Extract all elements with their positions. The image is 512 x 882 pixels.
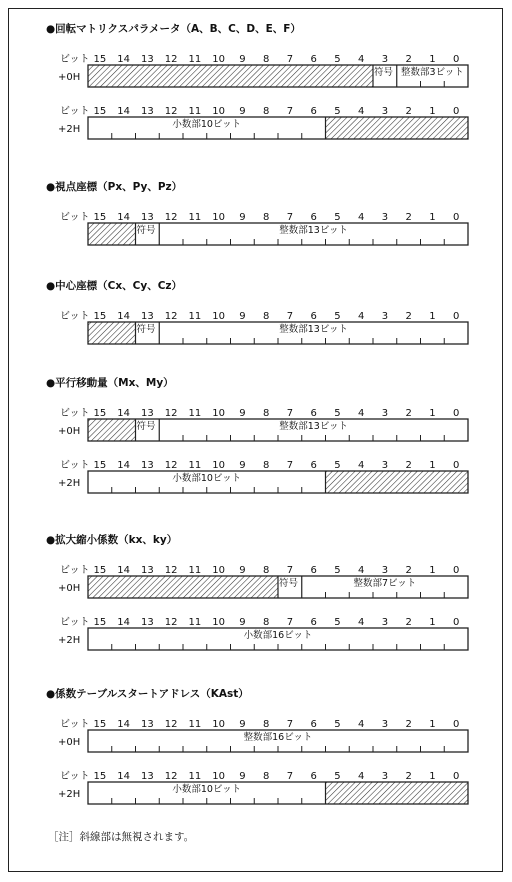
bit-number-label: 9 bbox=[239, 408, 246, 419]
bit-number-label: 10 bbox=[212, 565, 225, 576]
bit-number-label: 9 bbox=[239, 212, 246, 223]
bit-number-label: 1 bbox=[429, 719, 436, 730]
bit-number-label: 0 bbox=[452, 311, 460, 322]
bit-number-label: 5 bbox=[334, 311, 341, 322]
bit-word-label: ビット bbox=[60, 311, 90, 322]
bit-number-label: 7 bbox=[286, 771, 294, 782]
bit-number-label: 7 bbox=[286, 460, 294, 471]
bit-number-label: 8 bbox=[262, 311, 270, 322]
bit-number-label: 3 bbox=[381, 771, 389, 782]
bit-number-label: 2 bbox=[405, 565, 412, 576]
section-title: ●拡大縮小係数（kx、ky） bbox=[46, 534, 178, 546]
bit-number-label: 1 bbox=[429, 460, 436, 471]
footnote: ［注］斜線部は無視されます。 bbox=[48, 831, 195, 843]
ignored-bits-hatch bbox=[326, 782, 469, 804]
bit-number-label: 9 bbox=[239, 106, 246, 117]
ignored-bits-hatch bbox=[88, 322, 136, 344]
bit-number-label: 10 bbox=[212, 106, 225, 117]
bit-number-label: 13 bbox=[141, 460, 154, 471]
bit-number-label: 3 bbox=[381, 719, 389, 730]
bit-number-label: 14 bbox=[117, 617, 130, 628]
bit-number-label: 6 bbox=[310, 212, 317, 223]
bit-number-label: 6 bbox=[310, 54, 317, 65]
ignored-bits-hatch bbox=[88, 576, 278, 598]
bit-number-label: 11 bbox=[188, 565, 202, 576]
bit-word-label: ビット bbox=[60, 771, 90, 782]
section-title: ●係数テーブルスタートアドレス（KAst） bbox=[46, 688, 249, 700]
bit-number-label: 1 bbox=[429, 212, 436, 223]
bit-number-label: 7 bbox=[286, 54, 294, 65]
bit-number-label: 6 bbox=[310, 408, 317, 419]
field-label: 整数部7ビット bbox=[353, 578, 417, 589]
bit-number-label: 5 bbox=[334, 771, 341, 782]
bit-word-label: ビット bbox=[60, 617, 90, 628]
bit-number-label: 4 bbox=[357, 460, 365, 471]
bit-number-label: 8 bbox=[262, 106, 270, 117]
bit-word-label: ビット bbox=[60, 565, 90, 576]
bit-number-label: 12 bbox=[164, 408, 178, 419]
bit-number-label: 9 bbox=[239, 311, 246, 322]
offset-label: +0H bbox=[58, 583, 81, 594]
bit-number-label: 2 bbox=[405, 771, 412, 782]
section-title: ●中心座標（Cx、Cy、Cz） bbox=[46, 280, 183, 292]
bit-number-label: 11 bbox=[188, 408, 202, 419]
bit-number-label: 15 bbox=[93, 212, 107, 223]
bit-number-label: 13 bbox=[141, 617, 154, 628]
bit-number-label: 2 bbox=[405, 408, 412, 419]
bit-number-label: 11 bbox=[188, 771, 202, 782]
bit-number-label: 0 bbox=[452, 565, 460, 576]
bit-number-label: 0 bbox=[452, 719, 460, 730]
bit-number-label: 13 bbox=[141, 106, 154, 117]
bit-number-label: 14 bbox=[117, 565, 130, 576]
bit-number-label: 3 bbox=[381, 408, 389, 419]
bit-number-label: 2 bbox=[405, 719, 412, 730]
bit-number-label: 15 bbox=[93, 311, 107, 322]
offset-label: +2H bbox=[58, 635, 81, 646]
bit-number-label: 0 bbox=[452, 617, 460, 628]
bit-number-label: 3 bbox=[381, 617, 389, 628]
bit-number-label: 4 bbox=[357, 311, 365, 322]
bit-number-label: 6 bbox=[310, 565, 317, 576]
bit-number-label: 11 bbox=[188, 311, 202, 322]
bit-number-label: 5 bbox=[334, 565, 341, 576]
field-label: 小数部10ビット bbox=[172, 119, 242, 130]
bit-number-label: 10 bbox=[212, 771, 225, 782]
bit-number-label: 12 bbox=[164, 106, 178, 117]
bit-number-label: 5 bbox=[334, 106, 341, 117]
bit-number-label: 0 bbox=[452, 771, 460, 782]
bit-number-label: 9 bbox=[239, 771, 246, 782]
bit-number-label: 1 bbox=[429, 617, 436, 628]
bit-number-label: 11 bbox=[188, 54, 202, 65]
bit-number-label: 6 bbox=[310, 617, 317, 628]
bit-number-label: 2 bbox=[405, 617, 412, 628]
bit-number-label: 4 bbox=[357, 106, 365, 117]
bit-number-label: 7 bbox=[286, 617, 294, 628]
ignored-bits-hatch bbox=[326, 117, 469, 139]
field-label: 小数部10ビット bbox=[172, 473, 242, 484]
bit-number-label: 6 bbox=[310, 771, 317, 782]
bit-number-label: 12 bbox=[164, 54, 178, 65]
bit-number-label: 3 bbox=[381, 565, 389, 576]
field-label: 小数部10ビット bbox=[172, 784, 242, 795]
field-label: 整数部13ビット bbox=[279, 421, 348, 432]
bit-number-label: 10 bbox=[212, 408, 225, 419]
bit-word-label: ビット bbox=[60, 106, 90, 117]
bit-number-label: 5 bbox=[334, 617, 341, 628]
bit-number-label: 3 bbox=[381, 212, 389, 223]
bit-number-label: 7 bbox=[286, 719, 294, 730]
bit-number-label: 13 bbox=[141, 311, 154, 322]
bit-number-label: 10 bbox=[212, 719, 225, 730]
bit-number-label: 4 bbox=[357, 212, 365, 223]
bit-number-label: 12 bbox=[164, 719, 178, 730]
bit-number-label: 0 bbox=[452, 408, 460, 419]
field-label: 整数部13ビット bbox=[279, 324, 348, 335]
field-label: 小数部16ビット bbox=[243, 630, 313, 641]
bit-number-label: 14 bbox=[117, 311, 130, 322]
bit-number-label: 1 bbox=[429, 408, 436, 419]
bit-number-label: 14 bbox=[117, 408, 130, 419]
bit-number-label: 8 bbox=[262, 460, 270, 471]
bit-number-label: 8 bbox=[262, 54, 270, 65]
bit-number-label: 4 bbox=[357, 617, 365, 628]
bit-number-label: 5 bbox=[334, 408, 341, 419]
bit-number-label: 7 bbox=[286, 212, 294, 223]
bit-number-label: 14 bbox=[117, 54, 130, 65]
field-label: 符号 bbox=[136, 421, 156, 432]
offset-label: +2H bbox=[58, 124, 81, 135]
bit-number-label: 2 bbox=[405, 460, 412, 471]
field-label: 整数部3ビット bbox=[401, 67, 464, 78]
bit-number-label: 8 bbox=[262, 565, 270, 576]
bit-number-label: 14 bbox=[117, 460, 130, 471]
bit-number-label: 10 bbox=[212, 460, 225, 471]
bit-number-label: 0 bbox=[452, 106, 460, 117]
ignored-bits-hatch bbox=[326, 471, 469, 493]
bit-number-label: 1 bbox=[429, 311, 436, 322]
bit-number-label: 9 bbox=[239, 460, 246, 471]
bit-number-label: 13 bbox=[141, 771, 154, 782]
ignored-bits-hatch bbox=[88, 419, 136, 441]
bit-number-label: 9 bbox=[239, 617, 246, 628]
field-label: 符号 bbox=[374, 67, 394, 78]
section-title: ●回転マトリクスパラメータ（A、B、C、D、E、F） bbox=[46, 23, 301, 35]
bit-number-label: 15 bbox=[93, 106, 107, 117]
ignored-bits-hatch bbox=[88, 65, 373, 87]
bit-number-label: 6 bbox=[310, 460, 317, 471]
bit-number-label: 15 bbox=[93, 54, 107, 65]
offset-label: +0H bbox=[58, 737, 81, 748]
bit-number-label: 2 bbox=[405, 106, 412, 117]
bit-number-label: 5 bbox=[334, 460, 341, 471]
bit-number-label: 1 bbox=[429, 771, 436, 782]
bit-number-label: 3 bbox=[381, 54, 389, 65]
bit-number-label: 9 bbox=[239, 719, 246, 730]
bit-number-label: 7 bbox=[286, 311, 294, 322]
bit-number-label: 6 bbox=[310, 311, 317, 322]
bit-number-label: 12 bbox=[164, 212, 178, 223]
bit-number-label: 15 bbox=[93, 719, 107, 730]
bit-number-label: 11 bbox=[188, 106, 202, 117]
bit-number-label: 13 bbox=[141, 565, 154, 576]
bit-word-label: ビット bbox=[60, 212, 90, 223]
bit-number-label: 3 bbox=[381, 106, 389, 117]
bit-number-label: 6 bbox=[310, 719, 317, 730]
bit-number-label: 8 bbox=[262, 719, 270, 730]
bit-number-label: 2 bbox=[405, 54, 412, 65]
bit-number-label: 5 bbox=[334, 212, 341, 223]
bit-number-label: 15 bbox=[93, 771, 107, 782]
bit-number-label: 15 bbox=[93, 617, 107, 628]
bit-number-label: 14 bbox=[117, 212, 130, 223]
bit-number-label: 4 bbox=[357, 408, 365, 419]
bit-number-label: 9 bbox=[239, 54, 246, 65]
bit-number-label: 13 bbox=[141, 408, 154, 419]
bit-number-label: 4 bbox=[357, 719, 365, 730]
bit-word-label: ビット bbox=[60, 460, 90, 471]
bit-number-label: 0 bbox=[452, 54, 460, 65]
field-label: 符号 bbox=[279, 578, 299, 589]
bit-number-label: 8 bbox=[262, 212, 270, 223]
bit-number-label: 14 bbox=[117, 106, 130, 117]
bit-number-label: 1 bbox=[429, 565, 436, 576]
bit-number-label: 10 bbox=[212, 311, 225, 322]
bit-number-label: 9 bbox=[239, 565, 246, 576]
bit-number-label: 4 bbox=[357, 54, 365, 65]
bit-number-label: 14 bbox=[117, 719, 130, 730]
bit-number-label: 2 bbox=[405, 311, 412, 322]
bit-number-label: 0 bbox=[452, 212, 460, 223]
bit-number-label: 8 bbox=[262, 617, 270, 628]
bit-number-label: 8 bbox=[262, 771, 270, 782]
bit-number-label: 12 bbox=[164, 311, 178, 322]
bit-word-label: ビット bbox=[60, 719, 90, 730]
bit-number-label: 12 bbox=[164, 771, 178, 782]
bit-number-label: 3 bbox=[381, 460, 389, 471]
bit-number-label: 7 bbox=[286, 408, 294, 419]
bit-number-label: 7 bbox=[286, 106, 294, 117]
bit-number-label: 12 bbox=[164, 460, 178, 471]
offset-label: +2H bbox=[58, 789, 81, 800]
bit-number-label: 11 bbox=[188, 460, 202, 471]
bit-number-label: 12 bbox=[164, 617, 178, 628]
bit-number-label: 13 bbox=[141, 54, 154, 65]
bit-number-label: 13 bbox=[141, 719, 154, 730]
section-title: ●視点座標（Px、Py、Pz） bbox=[46, 181, 183, 193]
bit-number-label: 1 bbox=[429, 54, 436, 65]
bit-number-label: 0 bbox=[452, 460, 460, 471]
bit-number-label: 10 bbox=[212, 54, 225, 65]
bit-number-label: 15 bbox=[93, 565, 107, 576]
bit-number-label: 5 bbox=[334, 719, 341, 730]
bit-number-label: 13 bbox=[141, 212, 154, 223]
bit-word-label: ビット bbox=[60, 54, 90, 65]
bit-number-label: 6 bbox=[310, 106, 317, 117]
bit-number-label: 5 bbox=[334, 54, 341, 65]
bit-number-label: 4 bbox=[357, 771, 365, 782]
bit-number-label: 12 bbox=[164, 565, 178, 576]
bit-number-label: 4 bbox=[357, 565, 365, 576]
section-title: ●平行移動量（Mx、My） bbox=[46, 377, 174, 389]
field-label: 整数部13ビット bbox=[279, 225, 348, 236]
bit-number-label: 11 bbox=[188, 719, 202, 730]
offset-label: +0H bbox=[58, 72, 81, 83]
field-label: 符号 bbox=[136, 324, 156, 335]
offset-label: +0H bbox=[58, 426, 81, 437]
offset-label: +2H bbox=[58, 478, 81, 489]
bit-number-label: 10 bbox=[212, 212, 225, 223]
bit-word-label: ビット bbox=[60, 408, 90, 419]
bit-number-label: 11 bbox=[188, 617, 202, 628]
field-label: 整数部16ビット bbox=[243, 732, 313, 743]
bit-number-label: 7 bbox=[286, 565, 294, 576]
bit-number-label: 11 bbox=[188, 212, 202, 223]
bit-number-label: 15 bbox=[93, 460, 107, 471]
bit-number-label: 15 bbox=[93, 408, 107, 419]
bit-number-label: 1 bbox=[429, 106, 436, 117]
field-label: 符号 bbox=[136, 225, 156, 236]
bit-number-label: 14 bbox=[117, 771, 130, 782]
ignored-bits-hatch bbox=[88, 223, 136, 245]
bit-number-label: 2 bbox=[405, 212, 412, 223]
bit-number-label: 10 bbox=[212, 617, 225, 628]
bit-number-label: 3 bbox=[381, 311, 389, 322]
bit-number-label: 8 bbox=[262, 408, 270, 419]
